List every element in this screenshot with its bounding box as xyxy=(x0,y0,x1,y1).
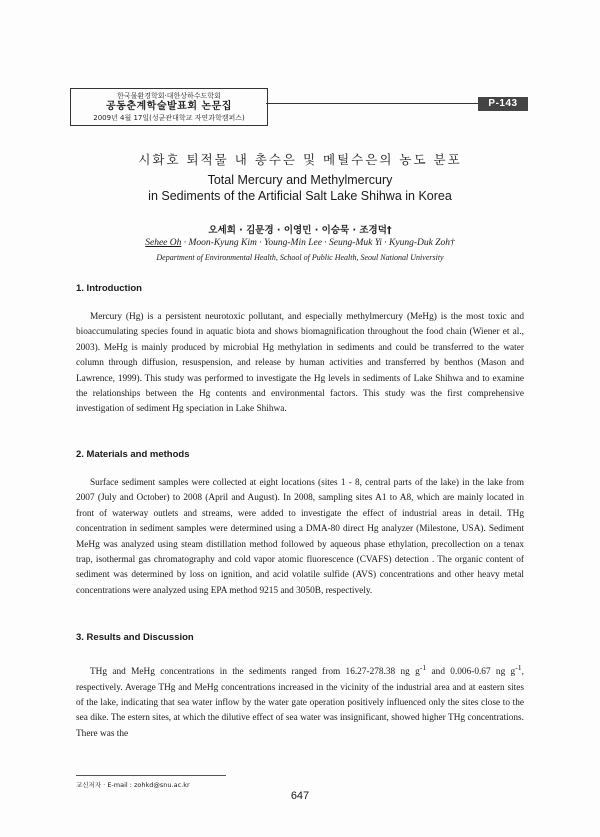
section-heading-introduction: 1. Introduction xyxy=(76,283,142,294)
conference-header-box xyxy=(70,88,268,126)
conference-proceedings-title: 공동춘계학술발표회 논문집 xyxy=(106,101,232,112)
conference-date-venue: 2009년 4월 17일(성균관대학교 자연과학캠퍼스) xyxy=(93,114,245,122)
authors-korean: 오세희 · 김문경 · 이영민 · 이승묵 · 조경덕† xyxy=(208,225,392,236)
unit-superscript: -1 xyxy=(419,663,427,672)
introduction-paragraph: Mercury (Hg) is a persistent neurotoxic pollutant, and especially methylmercury (MeHg) is the most toxic and bioaccumulating species found in aquatic biota and shows biomagnification throughout the food chain (Wiener et al., 2003). MeHg is mainly produced by microbial Hg methylation in sediments and could be transferred to the water column through diffusion, resuspension, and release by human activities and transferred by benthos (Mason and Lawrence, 1999). This study was performed to investigate the Hg levels in sediments of Lake Shihwa and to examine the relationships between the Hg contents and environmental factors. This study was the first comprehensive investigation of sediment Hg speciation in Lake Shihwa. xyxy=(76,312,524,415)
conference-societies: 한국물환경학회·대한상하수도학회 xyxy=(117,92,221,100)
methods-paragraph: Surface sediment samples were collected at eight locations (sites 1 - 8, central parts of the lake) in the lake from 2007 (July and October) to 2008 (April and August). In 2008, sampling sites A1 to A8, which are mainly located in front of waterway outlets and streams, were added to investigate the effect of industrial areas in detail. THg concentration in sediment samples were determined using a DMA-80 direct Hg analyzer (Milestone, USA). Sediment MeHg was analyzed using steam distillation method followed by aqueous phase ethylation, precollection on a tenax trap, isothermal gas chromatography and cold vapor atomic fluorescence (CVAFS) detection . The organic content of sediment was determined by loss on ignition, and acid volatile sulfide (AVS) concentrations and other heavy metal concentrations were analyzed using EPA method 9215 and 3050B, respectively. xyxy=(76,478,524,596)
poster-number-badge: P-143 xyxy=(478,97,528,111)
results-text-start: THg and MeHg concentrations in the sediments ranged from 16.27-278.38 ng g xyxy=(90,667,420,678)
page-number: 647 xyxy=(290,790,310,802)
co-authors: · Moon-Kyung Kim · Young-Min Lee · Seung-Muk Yi · Kyung-Duk Zoh† xyxy=(181,238,455,248)
english-title-line1: Total Mercury and Methylmercury xyxy=(207,173,393,187)
affiliation: Department of Environmental Health, School of Public Health, Seoul National University xyxy=(156,253,444,262)
korean-title: 시화호 퇴적물 내 총수은 및 메틸수은의 농도 분포 xyxy=(138,152,462,167)
english-title-line2: in Sediments of the Artificial Salt Lake Shihwa in Korea xyxy=(148,189,452,203)
results-text-mid: and 0.006-0.67 ng g xyxy=(426,667,516,678)
header-divider xyxy=(266,103,478,104)
corresponding-author-footnote: 교신저자 · E-mail : zohkd@snu.ac.kr xyxy=(76,781,190,789)
first-author: Sehee Oh xyxy=(145,238,182,248)
section-heading-results: 3. Results and Discussion xyxy=(76,632,194,643)
results-text-end: , respectively. Average THg and MeHg concentrations increased in the vicinity of the industrial area and at eastern sites of the lake, indicating that sea water inflow by the water gate operation positively influenced only the sites close to the sea dike. The estern sites, at which the dilutive effect of sea water was insignificant, showed higher THg concentrations. There was the xyxy=(76,667,524,739)
section-heading-methods: 2. Materials and methods xyxy=(76,449,190,460)
results-paragraph xyxy=(76,660,524,742)
unit-superscript: -1 xyxy=(515,663,522,672)
authors-english xyxy=(0,238,600,248)
footnote-divider xyxy=(76,775,226,776)
